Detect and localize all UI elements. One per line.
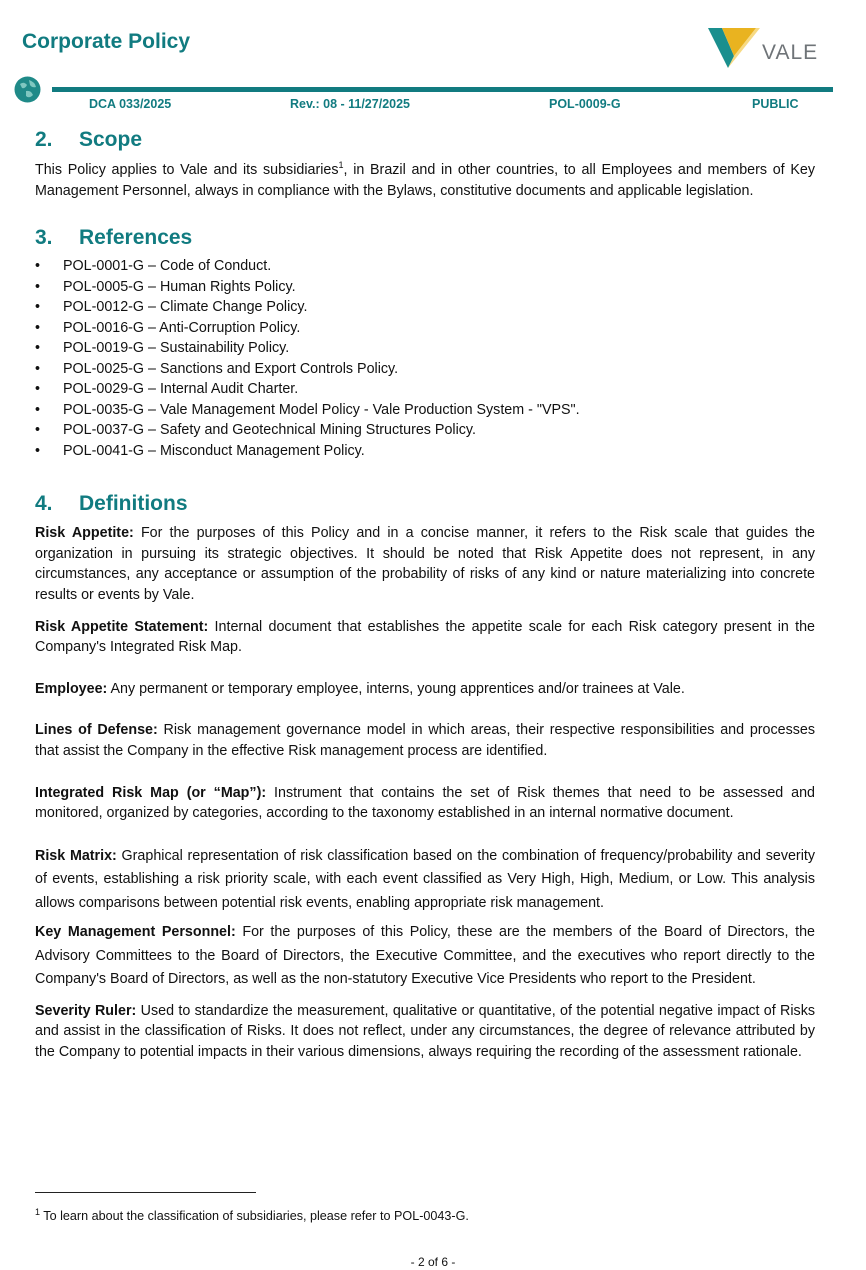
- scope-text-continued: , in Brazil and in other countries, to all Employees and members of Key Management Personnel, always in compliance with the Bylaws, constitutive documents and applicable legislation.: [35, 162, 815, 199]
- bullet-icon: •: [35, 299, 41, 316]
- list-item: • POL-0025-G – Sanctions and Export Controls Policy.: [35, 359, 815, 380]
- bullet-icon: •: [35, 381, 41, 398]
- list-item: • POL-0012-G – Climate Change Policy.: [35, 297, 815, 318]
- section-number: 3.: [35, 226, 53, 250]
- globe-icon: [14, 76, 41, 103]
- footnote-divider: [35, 1192, 256, 1193]
- vale-logo: [706, 24, 826, 72]
- header-title: Corporate Policy: [22, 30, 191, 53]
- section-number: 2.: [35, 128, 53, 151]
- list-item: • POL-0001-G – Code of Conduct.: [35, 256, 815, 277]
- classification-label: PUBLIC: [752, 97, 799, 111]
- scope-paragraph: [35, 160, 815, 201]
- definition-lines-of-defense: Lines of Defense: Risk management governance model in which areas, their respective responsibilities and processes that assist the Company in the effective Risk management process are identified.: [35, 722, 815, 759]
- doc-code: DCA 033/2025: [89, 97, 172, 111]
- bullet-icon: •: [35, 278, 41, 295]
- bullet-icon: •: [35, 442, 41, 459]
- list-item: • POL-0016-G – Anti-Corruption Policy.: [35, 318, 815, 339]
- list-item: • POL-0019-G – Sustainability Policy.: [35, 338, 815, 359]
- section-number: 4.: [35, 492, 53, 516]
- bullet-icon: •: [35, 422, 41, 439]
- section-title: References: [79, 226, 193, 250]
- section-definitions-heading: [35, 489, 815, 519]
- definition-key-management-personnel: Key Management Personnel: For the purposes of this Policy, these are the members of the Board of Directors, the Advisory Committees to the Board of Directors, the Executive Committee, and the executives who report directly to the Company's Board of Directors, as well as the non-statutory Executive Vice Presidents who report to the President.: [35, 924, 815, 988]
- footnote-text: To learn about the classification of subsidiaries, please refer to POL-0043-G.: [40, 1209, 469, 1223]
- definition-integrated-risk-map: Integrated Risk Map (or “Map”): Instrument that contains the set of Risk themes that need to be assessed and monitored, organized by categories, according to the taxonomy established in an internal normative document.: [35, 784, 816, 822]
- definition-employee: Employee: Any permanent or temporary employee, interns, young apprentices and/or trainees at Vale.: [35, 680, 685, 697]
- list-item: • POL-0029-G – Internal Audit Charter.: [35, 379, 815, 400]
- bullet-icon: •: [35, 258, 41, 275]
- vale-logo-mark-icon: [706, 24, 762, 70]
- definition-risk-appetite-statement: Risk Appetite Statement: Internal document that establishes the appetite scale for each Risk category present in the Company's Integrated Risk Map.: [35, 618, 816, 656]
- list-item: • POL-0041-G – Misconduct Management Policy.: [35, 441, 815, 462]
- list-item: • POL-0035-G – Vale Management Model Policy - Vale Production System - "VPS".: [35, 400, 815, 421]
- bullet-icon: •: [35, 319, 41, 336]
- header-rule: [52, 87, 833, 92]
- section-title: Scope: [79, 128, 143, 151]
- list-item: • POL-0037-G – Safety and Geotechnical Mining Structures Policy.: [35, 420, 815, 441]
- page-header: [0, 0, 866, 120]
- bullet-icon: •: [35, 360, 41, 377]
- footnote-marker: 1: [35, 1206, 41, 1217]
- section-scope-heading: [35, 125, 815, 155]
- bullet-icon: •: [35, 401, 41, 418]
- revision-label: Rev.: 08 - 11/27/2025: [290, 97, 410, 111]
- page-number: - 2 of 6 -: [410, 1255, 456, 1269]
- policy-id: POL-0009-G: [549, 97, 621, 111]
- definition-risk-appetite: Risk Appetite: For the purposes of this Policy and in a concise manner, it refers to the Risk scale that guides the organization in pursuing its strategic objectives. It should be noted that Risk Appetite does not represent, in any circumstances, any acceptance or assumption of the probability of risks of any kind or nature materializing into concrete results or events by Vale.: [35, 525, 815, 603]
- scope-text: This Policy applies to Vale and its subsidiaries: [35, 162, 339, 178]
- definition-severity-ruler: Severity Ruler: Used to standardize the measurement, qualitative or quantitative, of the potential negative impact of Risks and assist in the classification of Risks. It does not reflect, under any circumstances, the degree of relevance attributed by the Company to potential impacts in their various dimensions, always requiring the recording of the assessment rationale.: [35, 1002, 815, 1060]
- footnote-ref[interactable]: 1: [338, 160, 344, 171]
- references-list: [35, 256, 815, 461]
- list-item: • POL-0005-G – Human Rights Policy.: [35, 277, 815, 298]
- bullet-icon: •: [35, 340, 41, 357]
- section-title: Definitions: [79, 492, 188, 516]
- section-references-heading: [35, 223, 815, 253]
- document-content: [35, 125, 815, 1063]
- vale-logo-text: VALE: [762, 41, 819, 64]
- definition-risk-matrix: Risk Matrix: Graphical representation of risk classification based on the combination of frequency/probability and severity of events, establishing a risk priority scale, with each event classified as Very High, High, Medium, or Low. This analysis allows comparisons between potential risk events, enabling appropriate risk management.: [35, 847, 815, 911]
- footnote: [35, 1206, 469, 1223]
